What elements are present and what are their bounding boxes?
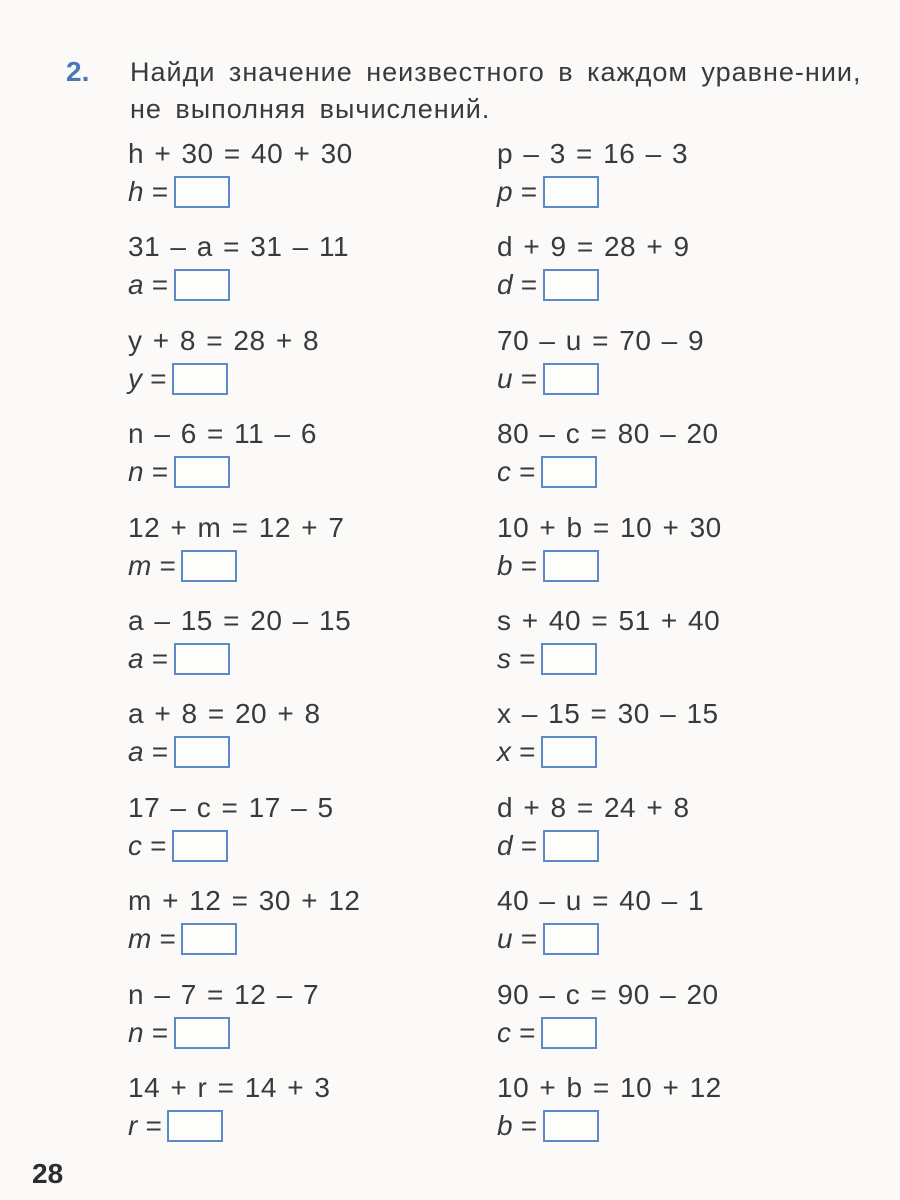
answer-box[interactable] <box>541 643 597 675</box>
answer-label: x = <box>497 736 536 768</box>
answer-box[interactable] <box>174 269 230 301</box>
page-number: 28 <box>32 1158 64 1189</box>
answer-box[interactable] <box>174 176 230 208</box>
equation-text: n – 7 = 12 – 7 <box>128 978 320 1010</box>
answer-label: r = <box>128 1109 162 1141</box>
answer-row <box>128 829 228 863</box>
answer-row <box>128 922 237 956</box>
equation-text: n – 6 = 11 – 6 <box>128 418 317 450</box>
answer-box[interactable] <box>541 736 597 768</box>
equation-text: 10 + b = 10 + 30 <box>497 511 722 543</box>
answer-box[interactable] <box>181 923 237 955</box>
answer-box[interactable] <box>181 550 237 582</box>
answer-box[interactable] <box>541 456 597 488</box>
answer-box[interactable] <box>174 643 230 675</box>
equation-text: 12 + m = 12 + 7 <box>128 511 345 543</box>
answer-row <box>128 1016 230 1050</box>
answer-row <box>497 829 599 863</box>
equation-text: 40 – u = 40 – 1 <box>497 885 705 917</box>
answer-box[interactable] <box>543 269 599 301</box>
equation-text: 70 – u = 70 – 9 <box>497 324 705 356</box>
answer-label: b = <box>497 549 537 581</box>
answer-box[interactable] <box>543 176 599 208</box>
answer-row <box>497 1109 599 1143</box>
answer-label: c = <box>497 456 536 488</box>
equation-text: a + 8 = 20 + 8 <box>128 698 321 730</box>
answer-label: n = <box>128 456 168 488</box>
answer-row <box>497 922 599 956</box>
answer-label: c = <box>128 829 167 861</box>
answer-row <box>128 1109 223 1143</box>
task-instruction: Найди значение неизвестного в каждом уравне-нии, не выполняя вычислений. <box>130 57 862 124</box>
answer-row <box>128 268 230 302</box>
equation-text: s + 40 = 51 + 40 <box>497 604 721 636</box>
answer-row <box>497 642 597 676</box>
equation-text: 10 + b = 10 + 12 <box>497 1071 722 1103</box>
answer-box[interactable] <box>543 363 599 395</box>
answer-label: y = <box>128 362 167 394</box>
answer-row <box>128 455 230 489</box>
answer-label: m = <box>128 549 176 581</box>
answer-box[interactable] <box>174 1017 230 1049</box>
answer-row <box>128 642 230 676</box>
answer-label: d = <box>497 829 537 861</box>
equation-text: 80 – c = 80 – 20 <box>497 418 719 450</box>
answer-label: h = <box>128 176 168 207</box>
answer-label: u = <box>497 362 537 394</box>
answer-row <box>497 455 597 489</box>
answer-row <box>128 175 230 209</box>
answer-row <box>497 735 597 769</box>
equation-text: y + 8 = 28 + 8 <box>128 324 320 356</box>
answer-row <box>128 362 228 396</box>
answer-row <box>128 549 237 583</box>
equation-text: 90 – c = 90 – 20 <box>497 978 719 1010</box>
answer-row <box>497 175 599 209</box>
equation-text: 31 – a = 31 – 11 <box>128 231 350 263</box>
answer-label: b = <box>497 1109 537 1141</box>
answer-box[interactable] <box>174 736 230 768</box>
equation-text: d + 8 = 24 + 8 <box>497 791 690 823</box>
answer-label: m = <box>128 923 176 955</box>
answer-label: u = <box>497 923 537 955</box>
answer-row <box>497 362 599 396</box>
answer-box[interactable] <box>174 456 230 488</box>
equation-text: x – 15 = 30 – 15 <box>497 698 719 730</box>
answer-label: c = <box>497 1016 536 1048</box>
equation-text: a – 15 = 20 – 15 <box>128 604 352 636</box>
answer-label: a = <box>128 642 168 674</box>
equation-text: 17 – c = 17 – 5 <box>128 791 334 823</box>
answer-box[interactable] <box>172 830 228 862</box>
answer-label: n = <box>128 1016 168 1048</box>
equation-text: m + 12 = 30 + 12 <box>128 885 361 917</box>
answer-row <box>497 268 599 302</box>
answer-box[interactable] <box>172 363 228 395</box>
answer-row <box>497 1016 597 1050</box>
answer-box[interactable] <box>167 1110 223 1142</box>
answer-label: p = <box>497 176 537 207</box>
answer-row <box>497 549 599 583</box>
task-number: 2. <box>66 56 90 87</box>
answer-row <box>128 735 230 769</box>
equation-text: 14 + r = 14 + 3 <box>128 1071 331 1103</box>
answer-label: d = <box>497 269 537 301</box>
answer-label: a = <box>128 736 168 768</box>
answer-box[interactable] <box>541 1017 597 1049</box>
answer-box[interactable] <box>543 830 599 862</box>
answer-label: s = <box>497 642 536 674</box>
answer-box[interactable] <box>543 923 599 955</box>
equation-text: d + 9 = 28 + 9 <box>497 231 690 263</box>
answer-box[interactable] <box>543 550 599 582</box>
equation-text: p – 3 = 16 – 3 <box>497 138 689 169</box>
answer-label: a = <box>128 269 168 301</box>
answer-box[interactable] <box>543 1110 599 1142</box>
equation-text: h + 30 = 40 + 30 <box>128 138 353 169</box>
